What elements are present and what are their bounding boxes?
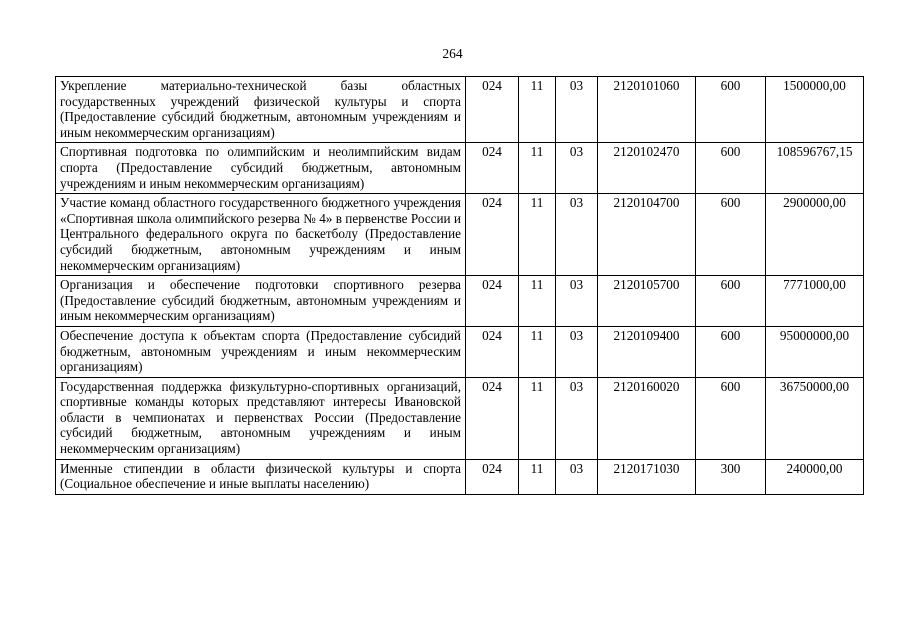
cell-section-code: 11 bbox=[519, 326, 556, 377]
cell-expense-name: Спортивная подготовка по олимпийским и неолимпийским видам спорта (Предоставление субсидий бюджетным, автономным учреждениям и иным некоммерческим организациям) bbox=[56, 143, 466, 194]
page-number: 264 bbox=[442, 46, 463, 61]
cell-target-code: 2120171030 bbox=[598, 459, 696, 494]
table-row bbox=[56, 77, 864, 143]
table-row bbox=[56, 276, 864, 327]
cell-amount: 240000,00 bbox=[766, 459, 864, 494]
cell-ministry-code: 024 bbox=[466, 326, 519, 377]
cell-ministry-code: 024 bbox=[466, 377, 519, 459]
cell-amount: 1500000,00 bbox=[766, 77, 864, 143]
cell-expense-name: Организация и обеспечение подготовки спортивного резерва (Предоставление субсидий бюджетным, автономным учреждениям и иным некоммерческим организациям) bbox=[56, 276, 466, 327]
table-row bbox=[56, 194, 864, 276]
cell-amount: 7771000,00 bbox=[766, 276, 864, 327]
cell-target-code: 2120101060 bbox=[598, 77, 696, 143]
cell-expense-type: 600 bbox=[696, 194, 766, 276]
cell-amount: 95000000,00 bbox=[766, 326, 864, 377]
cell-ministry-code: 024 bbox=[466, 77, 519, 143]
cell-ministry-code: 024 bbox=[466, 143, 519, 194]
cell-ministry-code: 024 bbox=[466, 194, 519, 276]
cell-subsection-code: 03 bbox=[556, 377, 598, 459]
cell-expense-type: 300 bbox=[696, 459, 766, 494]
table-row bbox=[56, 459, 864, 494]
cell-section-code: 11 bbox=[519, 194, 556, 276]
table-row bbox=[56, 143, 864, 194]
cell-expense-name: Государственная поддержка физкультурно-спортивных организаций, спортивные команды которых представляют интересы Ивановской области в чемпионатах и первенствах России (Предоставление субсидий бюджетным, автономным учреждениям и иным некоммерческим организациям) bbox=[56, 377, 466, 459]
cell-amount: 36750000,00 bbox=[766, 377, 864, 459]
cell-expense-type: 600 bbox=[696, 326, 766, 377]
cell-expense-type: 600 bbox=[696, 143, 766, 194]
cell-target-code: 2120109400 bbox=[598, 326, 696, 377]
cell-section-code: 11 bbox=[519, 377, 556, 459]
cell-expense-name: Укрепление материально-технической базы областных государственных учреждений физической культуры и спорта (Предоставление субсидий бюджетным, автономным учреждениям и иным некоммерческим организациям) bbox=[56, 77, 466, 143]
table-row bbox=[56, 326, 864, 377]
cell-expense-name: Именные стипендии в области физической культуры и спорта (Социальное обеспечение и иные выплаты населению) bbox=[56, 459, 466, 494]
cell-subsection-code: 03 bbox=[556, 459, 598, 494]
cell-subsection-code: 03 bbox=[556, 143, 598, 194]
budget-table-body bbox=[56, 77, 864, 495]
cell-expense-name: Обеспечение доступа к объектам спорта (Предоставление субсидий бюджетным, автономным учреждениям и иным некоммерческим организациям) bbox=[56, 326, 466, 377]
cell-amount: 108596767,15 bbox=[766, 143, 864, 194]
cell-target-code: 2120160020 bbox=[598, 377, 696, 459]
cell-section-code: 11 bbox=[519, 143, 556, 194]
cell-amount: 2900000,00 bbox=[766, 194, 864, 276]
cell-target-code: 2120102470 bbox=[598, 143, 696, 194]
cell-section-code: 11 bbox=[519, 77, 556, 143]
cell-expense-name: Участие команд областного государственного бюджетного учреждения «Спортивная школа олимпийского резерва № 4» в первенстве России и Центрального федерального округа по баскетболу (Предоставление субсидий бюджетным, автономным учреждениям и иным некоммерческим организациям) bbox=[56, 194, 466, 276]
cell-expense-type: 600 bbox=[696, 276, 766, 327]
cell-ministry-code: 024 bbox=[466, 276, 519, 327]
cell-section-code: 11 bbox=[519, 276, 556, 327]
table-row bbox=[56, 377, 864, 459]
cell-section-code: 11 bbox=[519, 459, 556, 494]
cell-ministry-code: 024 bbox=[466, 459, 519, 494]
cell-expense-type: 600 bbox=[696, 77, 766, 143]
cell-subsection-code: 03 bbox=[556, 276, 598, 327]
budget-table bbox=[55, 76, 864, 495]
cell-target-code: 2120104700 bbox=[598, 194, 696, 276]
cell-target-code: 2120105700 bbox=[598, 276, 696, 327]
cell-expense-type: 600 bbox=[696, 377, 766, 459]
cell-subsection-code: 03 bbox=[556, 326, 598, 377]
cell-subsection-code: 03 bbox=[556, 194, 598, 276]
cell-subsection-code: 03 bbox=[556, 77, 598, 143]
